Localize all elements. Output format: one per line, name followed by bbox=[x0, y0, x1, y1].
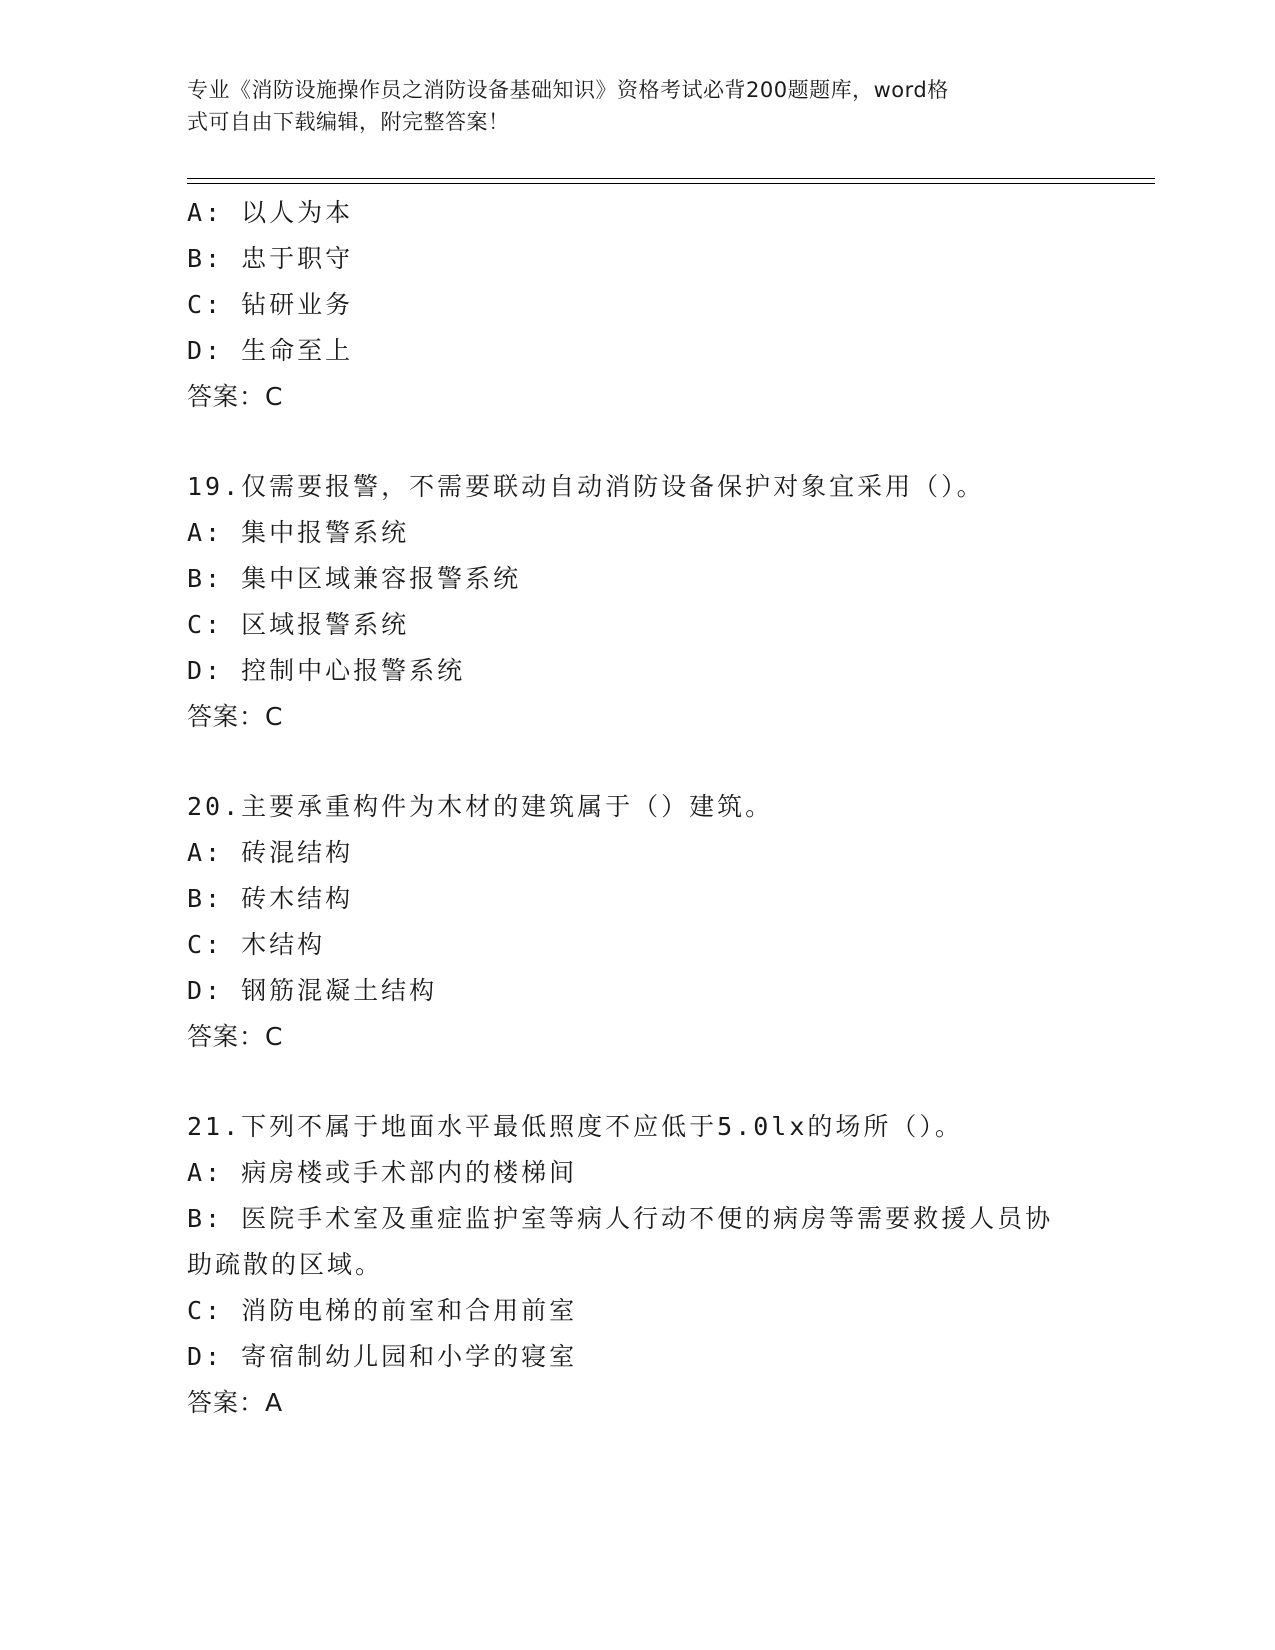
question-text: 19.仅需要报警，不需要联动自动消防设备保护对象宜采用（）。 bbox=[187, 472, 985, 501]
document-header bbox=[187, 74, 1087, 138]
answer-line: 答案：C bbox=[187, 382, 284, 411]
header-divider-top bbox=[187, 178, 1155, 179]
question-block-18 bbox=[187, 190, 1147, 420]
answer-line: 答案：C bbox=[187, 702, 284, 731]
header-line-1: 专业《消防设施操作员之消防设备基础知识》资格考试必背200题题库，word格 bbox=[187, 78, 949, 102]
option-a: A: 砖混结构 bbox=[187, 838, 354, 867]
option-c: C: 钻研业务 bbox=[187, 290, 354, 319]
question-spacer bbox=[187, 1060, 1147, 1104]
answer-line: 答案：C bbox=[187, 1022, 284, 1051]
question-block-19 bbox=[187, 464, 1147, 740]
option-d: D: 钢筋混凝土结构 bbox=[187, 976, 438, 1005]
question-text: 20.主要承重构件为木材的建筑属于（）建筑。 bbox=[187, 792, 774, 821]
question-block-20 bbox=[187, 784, 1147, 1060]
question-block-21 bbox=[187, 1104, 1147, 1426]
option-a: A: 集中报警系统 bbox=[187, 518, 410, 547]
option-b: B: 砖木结构 bbox=[187, 884, 354, 913]
option-c: C: 区域报警系统 bbox=[187, 610, 410, 639]
answer-line: 答案：A bbox=[187, 1388, 284, 1417]
option-c: C: 木结构 bbox=[187, 930, 326, 959]
question-spacer bbox=[187, 420, 1147, 464]
option-a: A: 病房楼或手术部内的楼梯间 bbox=[187, 1158, 578, 1187]
option-a: A: 以人为本 bbox=[187, 198, 354, 227]
header-divider-bottom bbox=[187, 183, 1155, 184]
option-d: D: 控制中心报警系统 bbox=[187, 656, 466, 685]
option-c: C: 消防电梯的前室和合用前室 bbox=[187, 1296, 578, 1325]
option-d: D: 生命至上 bbox=[187, 336, 354, 365]
option-b: B: 集中区域兼容报警系统 bbox=[187, 564, 522, 593]
option-b-continued: 助疏散的区域。 bbox=[187, 1250, 384, 1279]
header-line-2: 式可自由下载编辑，附完整答案！ bbox=[187, 110, 510, 134]
option-b: B: 医院手术室及重症监护室等病人行动不便的病房等需要救援人员协 bbox=[187, 1204, 1054, 1233]
option-d: D: 寄宿制幼儿园和小学的寝室 bbox=[187, 1342, 578, 1371]
option-b: B: 忠于职守 bbox=[187, 244, 354, 273]
question-spacer bbox=[187, 740, 1147, 784]
question-list bbox=[187, 190, 1147, 1426]
question-text: 21.下列不属于地面水平最低照度不应低于5.0lx的场所（）。 bbox=[187, 1112, 963, 1141]
